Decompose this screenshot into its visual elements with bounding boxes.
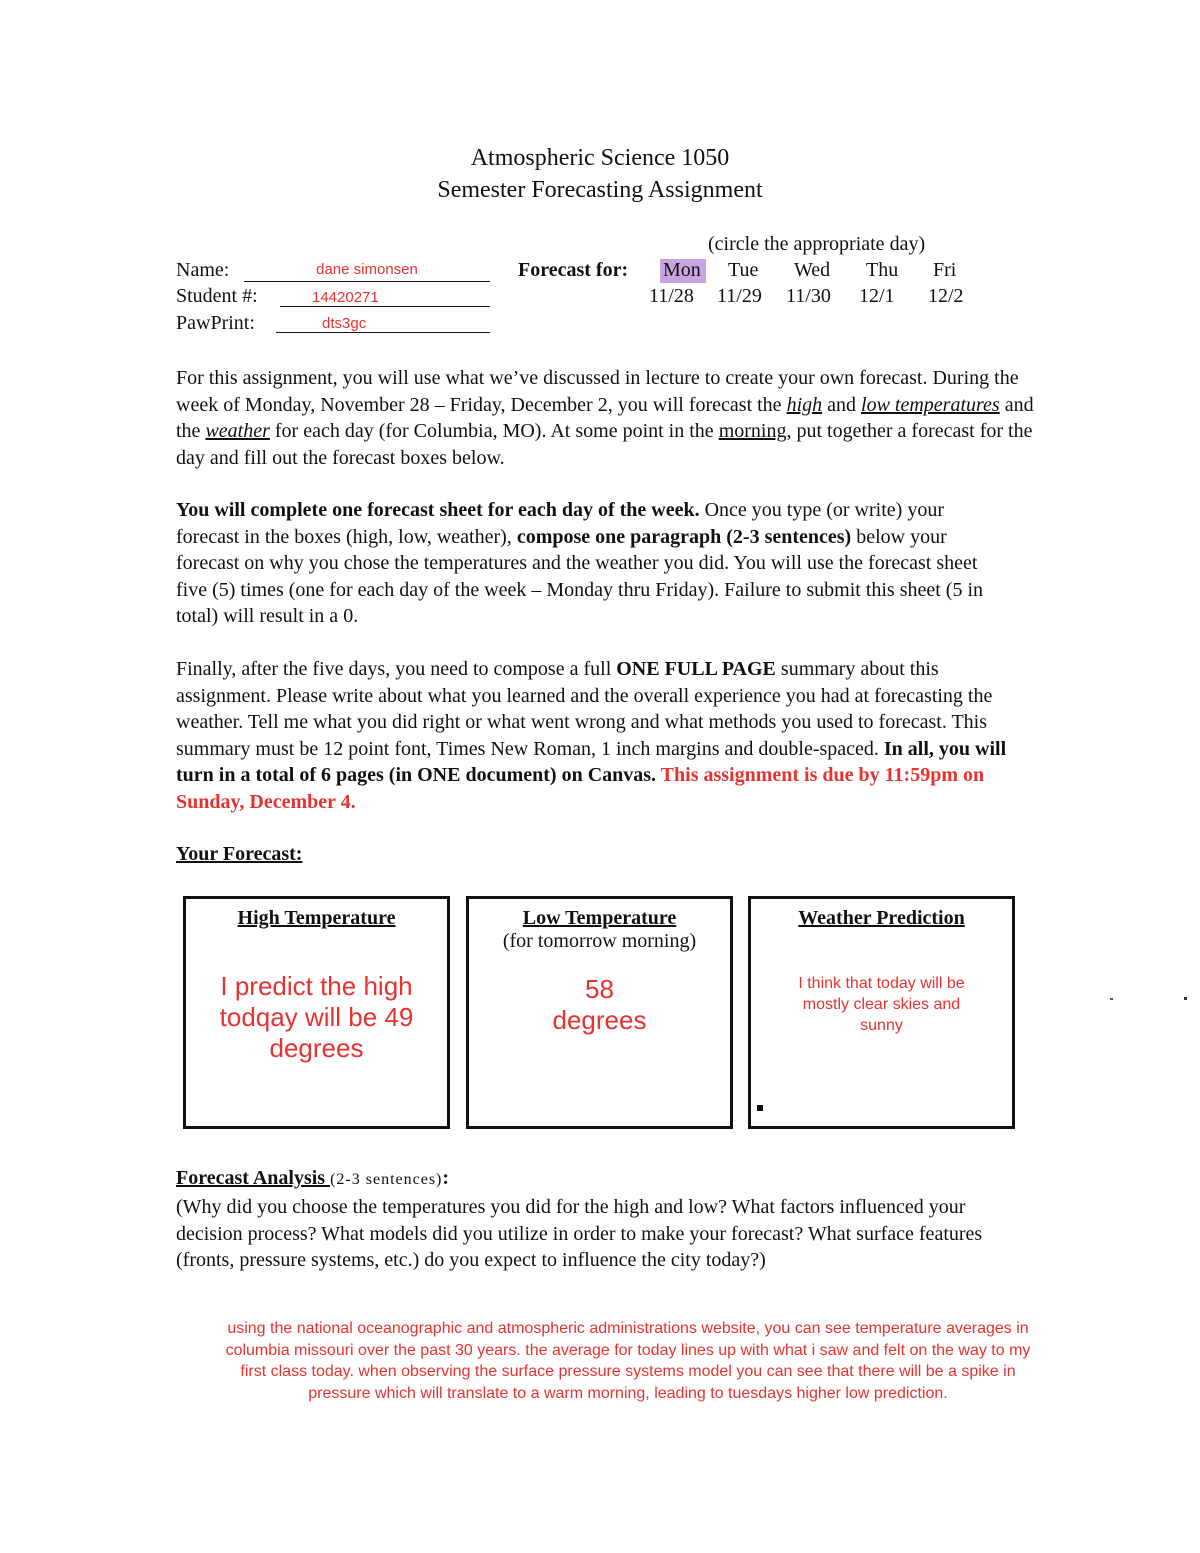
p3-text-b: summary about this assignment. Please write about what you learned and the overall experience you had at forecasting the weather. Tell me what you did right or what went wrong and what methods you used to forecast. This summary must be 12 point font, Times New Roman, 1 inch margins and double-spaced. bbox=[176, 658, 993, 760]
p1-text-c: and the bbox=[176, 393, 1034, 442]
student-number-label: Student #: bbox=[176, 285, 258, 307]
p3-bold-2: In all, you will turn in a total of 6 pages (in ONE document) on Canvas. bbox=[176, 737, 1007, 786]
forecast-analysis-answer[interactable]: using the national oceanographic and atmospheric administrations website, you can see temperature averages in columbia missouri over the past 30 years. the average for today lines up with what i saw and felt on the way to my first class today. when observing the surface pressure systems model you can see that there will be a spike in pressure which will translate to a warm morning, leading to tuesdays higher low prediction. bbox=[225, 1320, 1031, 1402]
your-forecast-heading: Your Forecast: bbox=[176, 843, 303, 865]
cursor-handle-icon bbox=[757, 1105, 763, 1111]
p1-text-e: , put together a forecast for the day and fill out the forecast boxes below. bbox=[176, 420, 1033, 469]
p2-text-b: below your forecast on why you chose the temperatures and the weather you did. You will use the forecast sheet five (5) times (one for each day of the week – Monday thru Friday). Failure to submit this sheet (5 in total) will result in a 0. bbox=[176, 525, 984, 627]
p1-high: high bbox=[786, 393, 823, 416]
forecast-for-label: Forecast for: bbox=[518, 259, 629, 281]
p1-weather: weather bbox=[205, 420, 270, 442]
low-temperature-title: Low Temperature bbox=[522, 907, 677, 929]
due-date-notice: This assignment is due by 11:59pm on Sunday, December 4. bbox=[176, 764, 985, 813]
date-mon: 11/28 bbox=[649, 285, 694, 307]
low-temperature-number: 58 bbox=[585, 974, 614, 1004]
stray-dash-mark bbox=[1110, 998, 1113, 1000]
p1-low: low temperatures bbox=[861, 393, 1000, 416]
low-temperature-unit: degrees bbox=[552, 1005, 647, 1035]
analysis-heading-colon: : bbox=[442, 1167, 450, 1189]
p1-text-a: For this assignment, you will use what we’ve discussed in lecture to create your own forecast. During the week of Monday, November 28 – Friday, December 2, you will forecast the bbox=[176, 367, 1019, 416]
pawprint-field[interactable]: dts3gc bbox=[276, 313, 490, 333]
name-label: Name: bbox=[176, 259, 230, 281]
pawprint-label: PawPrint: bbox=[176, 312, 255, 334]
document-subtitle: Semester Forecasting Assignment bbox=[437, 177, 763, 203]
day-mon[interactable]: Mon bbox=[663, 259, 701, 281]
low-temperature-box[interactable] bbox=[466, 896, 733, 1129]
analysis-heading-note: (2-3 sentences) bbox=[330, 1171, 443, 1188]
day-wed[interactable]: Wed bbox=[794, 259, 831, 281]
date-thu: 12/1 bbox=[859, 285, 895, 307]
p1-morning: morning bbox=[718, 420, 787, 442]
stray-dot-mark bbox=[1184, 997, 1187, 1000]
p2-bold-1: You will complete one forecast sheet for each day of the week. bbox=[176, 499, 700, 521]
p1-text-d: for each day (for Columbia, MO). At some point in the bbox=[269, 420, 719, 442]
name-field[interactable]: dane simonsen bbox=[244, 261, 490, 282]
date-wed: 11/30 bbox=[786, 285, 831, 307]
weather-prediction-box[interactable] bbox=[748, 896, 1015, 1129]
circle-hint: (circle the appropriate day) bbox=[708, 233, 926, 255]
high-temperature-title: High Temperature bbox=[237, 907, 396, 929]
p3-text-a: Finally, after the five days, you need to compose a full bbox=[176, 658, 617, 680]
day-thu[interactable]: Thu bbox=[866, 259, 899, 281]
date-tue: 11/29 bbox=[717, 285, 762, 307]
low-temperature-subtitle: (for tomorrow morning) bbox=[502, 930, 697, 952]
day-tue[interactable]: Tue bbox=[728, 259, 759, 281]
weather-prediction-value: I think that today will be mostly clear skies and sunny bbox=[798, 975, 965, 1034]
p3-bold-1: ONE FULL PAGE bbox=[616, 658, 776, 680]
forecast-analysis-heading bbox=[176, 1167, 449, 1190]
high-temperature-box[interactable] bbox=[183, 896, 450, 1129]
p2-text-a: Once you type (or write) your forecast in the boxes (high, low, weather), bbox=[176, 499, 944, 548]
weather-prediction-title: Weather Prediction bbox=[798, 907, 965, 929]
date-fri: 12/2 bbox=[928, 285, 964, 307]
p1-text-b: and bbox=[822, 393, 862, 416]
instructions-paragraph-3 bbox=[176, 656, 1036, 815]
document-title: Atmospheric Science 1050 bbox=[470, 145, 730, 171]
analysis-heading-text: Forecast Analysis bbox=[176, 1167, 331, 1189]
instructions-paragraph-1 bbox=[176, 365, 1036, 471]
p2-bold-2: compose one paragraph (2-3 sentences) bbox=[516, 525, 852, 548]
high-temperature-value: I predict the high todqay will be 49 degrees bbox=[219, 971, 414, 1063]
instructions-paragraph-2 bbox=[176, 497, 1006, 630]
day-fri[interactable]: Fri bbox=[933, 259, 957, 281]
forecast-analysis-prompt: (Why did you choose the temperatures you did for the high and low? What factors influenced your decision process? What models did you utilize in order to make your forecast? What surface features (fronts, pressure systems, etc.) do you expect to influence the city today?) bbox=[176, 1196, 983, 1271]
student-number-field[interactable]: 14420271 bbox=[280, 287, 490, 307]
